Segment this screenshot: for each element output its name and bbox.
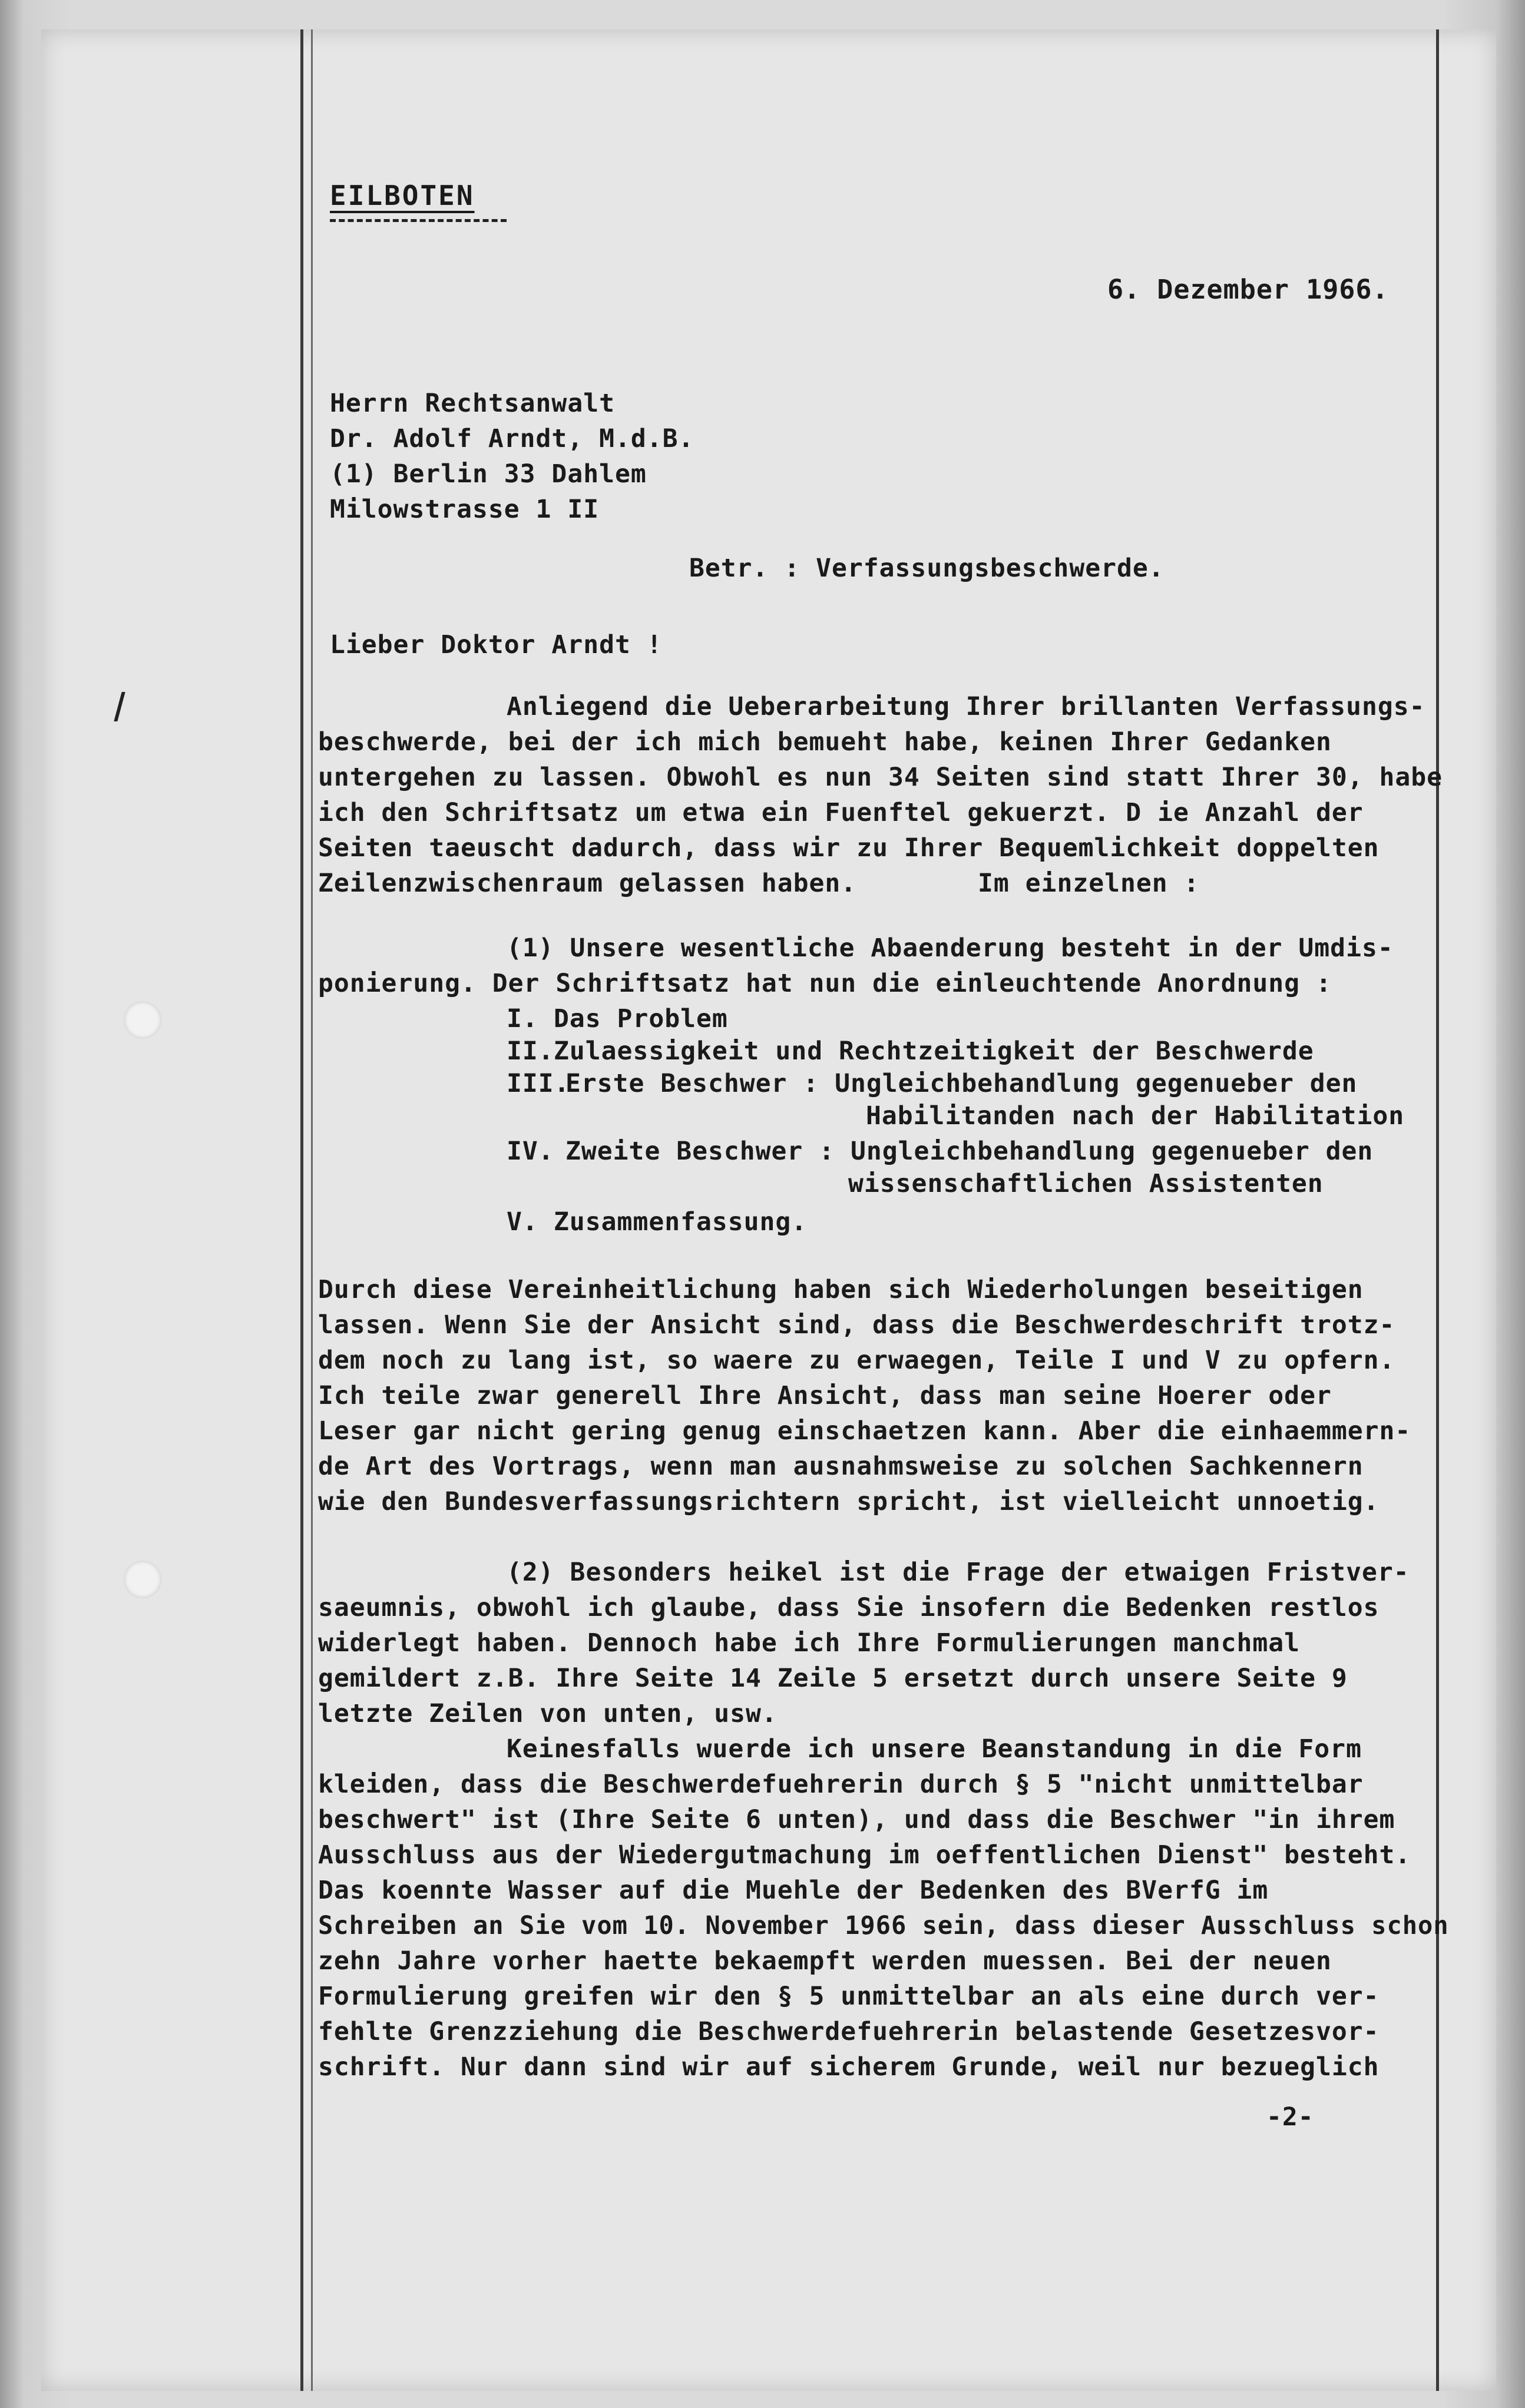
text-line: Formulierung greifen wir den § 5 unmittelbar an als eine durch ver-	[318, 1982, 1380, 2011]
outline-label: Zulaessigkeit und Rechtzeitigkeit der Beschwerde	[554, 1036, 1314, 1066]
text-line: schrift. Nur dann sind wir auf sicherem Grunde, weil nur bezueglich	[318, 2052, 1380, 2082]
outline-number: III.	[507, 1069, 570, 1098]
outline-label-continued: Habilitanden nach der Habilitation	[866, 1101, 1405, 1131]
text-line: gemildert z.B. Ihre Seite 14 Zeile 5 ersetzt durch unsere Seite 9	[318, 1664, 1348, 1693]
outline-label: Das Problem	[554, 1004, 728, 1034]
text-line: untergehen zu lassen. Obwohl es nun 34 Seiten sind statt Ihrer 30, habe	[318, 763, 1443, 792]
outline-label-continued: wissenschaftlichen Assistenten	[848, 1169, 1324, 1198]
outline-number: IV.	[507, 1137, 554, 1166]
right-margin-line	[1436, 29, 1439, 2391]
text-line: Das koennte Wasser auf die Muehle der Bedenken des BVerfG im	[318, 1876, 1269, 1905]
text-line: beschwert" ist (Ihre Seite 6 unten), und dass die Beschwer "in ihrem	[318, 1805, 1395, 1834]
text-line: Leser gar nicht gering genug einschaetzen kann. Aber die einhaemmern-	[318, 1416, 1411, 1446]
text-line: Durch diese Vereinheitlichung haben sich Wiederholungen beseitigen	[318, 1275, 1364, 1304]
outline-number: II.	[507, 1036, 554, 1066]
outline-number: I.	[507, 1004, 538, 1034]
text-line: Ausschluss aus der Wiedergutmachung im oeffentlichen Dienst" besteht.	[318, 1840, 1411, 1870]
delivery-label-double-underline	[330, 219, 507, 222]
text-line: Anliegend die Ueberarbeitung Ihrer brillanten Verfassungs-	[507, 692, 1425, 721]
text-line: lassen. Wenn Sie der Ansicht sind, dass die Beschwerdeschrift trotz-	[318, 1310, 1395, 1340]
salutation: Lieber Doktor Arndt !	[330, 630, 663, 660]
outline-number: V.	[507, 1207, 538, 1237]
text-line: Keinesfalls wuerde ich unsere Beanstandung in die Form	[507, 1734, 1362, 1764]
recipient-line: Dr. Adolf Arndt, M.d.B.	[330, 424, 694, 453]
outline-label: Zusammenfassung.	[554, 1207, 808, 1237]
outline-label: Zweite Beschwer : Ungleichbehandlung gegenueber den	[565, 1137, 1374, 1166]
text-line: (1) Unsere wesentliche Abaenderung besteht in der Umdis-	[507, 933, 1394, 963]
text-line: ich den Schriftsatz um etwa ein Fuenftel gekuerzt. D ie Anzahl der	[318, 798, 1364, 827]
text-line: de Art des Vortrags, wenn man ausnahmsweise zu solchen Sachkennern	[318, 1452, 1364, 1481]
subject-line: Betr. : Verfassungsbeschwerde.	[689, 554, 1165, 583]
text-line: kleiden, dass die Beschwerdefuehrerin durch § 5 "nicht unmittelbar	[318, 1770, 1364, 1799]
outline-label: Erste Beschwer : Ungleichbehandlung gegenueber den	[565, 1069, 1358, 1098]
text-line: Seiten taeuscht dadurch, dass wir zu Ihrer Bequemlichkeit doppelten	[318, 833, 1380, 863]
text-line: wie den Bundesverfassungsrichtern spricht, ist vielleicht unnoetig.	[318, 1487, 1380, 1516]
text-line: widerlegt haben. Dennoch habe ich Ihre Formulierungen manchmal	[318, 1628, 1301, 1658]
text-line: Ich teile zwar generell Ihre Ansicht, dass man seine Hoerer oder	[318, 1381, 1332, 1410]
recipient-line: (1) Berlin 33 Dahlem	[330, 459, 647, 489]
delivery-label: EILBOTEN	[330, 180, 475, 211]
text-line: (2) Besonders heikel ist die Frage der etwaigen Fristver-	[507, 1558, 1410, 1587]
recipient-line: Milowstrasse 1 II	[330, 495, 600, 524]
text-line: beschwerde, bei der ich mich bemueht habe, keinen Ihrer Gedanken	[318, 727, 1332, 757]
recipient-line: Herrn Rechtsanwalt	[330, 389, 615, 418]
text-line: zehn Jahre vorher haette bekaempft werden muessen. Bei der neuen	[318, 1946, 1332, 1976]
text-line: letzte Zeilen von unten, usw.	[318, 1699, 778, 1728]
text-line: dem noch zu lang ist, so waere zu erwaegen, Teile I und V zu opfern.	[318, 1346, 1395, 1375]
text-line: Im einzelnen :	[978, 869, 1200, 898]
punch-hole-upper	[124, 1001, 161, 1039]
left-binding-line	[300, 29, 303, 2391]
text-line: fehlte Grenzziehung die Beschwerdefuehrerin belastende Gesetzesvor-	[318, 2017, 1380, 2046]
punch-hole-lower	[124, 1561, 161, 1598]
text-line: Zeilenzwischenraum gelassen haben.	[318, 869, 857, 898]
left-binding-line-inner	[311, 29, 313, 2391]
letter-date: 6. Dezember 1966.	[1107, 274, 1389, 305]
text-line: Schreiben an Sie vom 10. November 1966 sein, dass dieser Ausschluss schon	[318, 1911, 1449, 1940]
page-number: -2-	[1266, 2102, 1314, 2132]
text-line: ponierung. Der Schriftsatz hat nun die einleuchtende Anordnung :	[318, 969, 1332, 998]
text-line: saeumnis, obwohl ich glaube, dass Sie insofern die Bedenken restlos	[318, 1593, 1380, 1622]
